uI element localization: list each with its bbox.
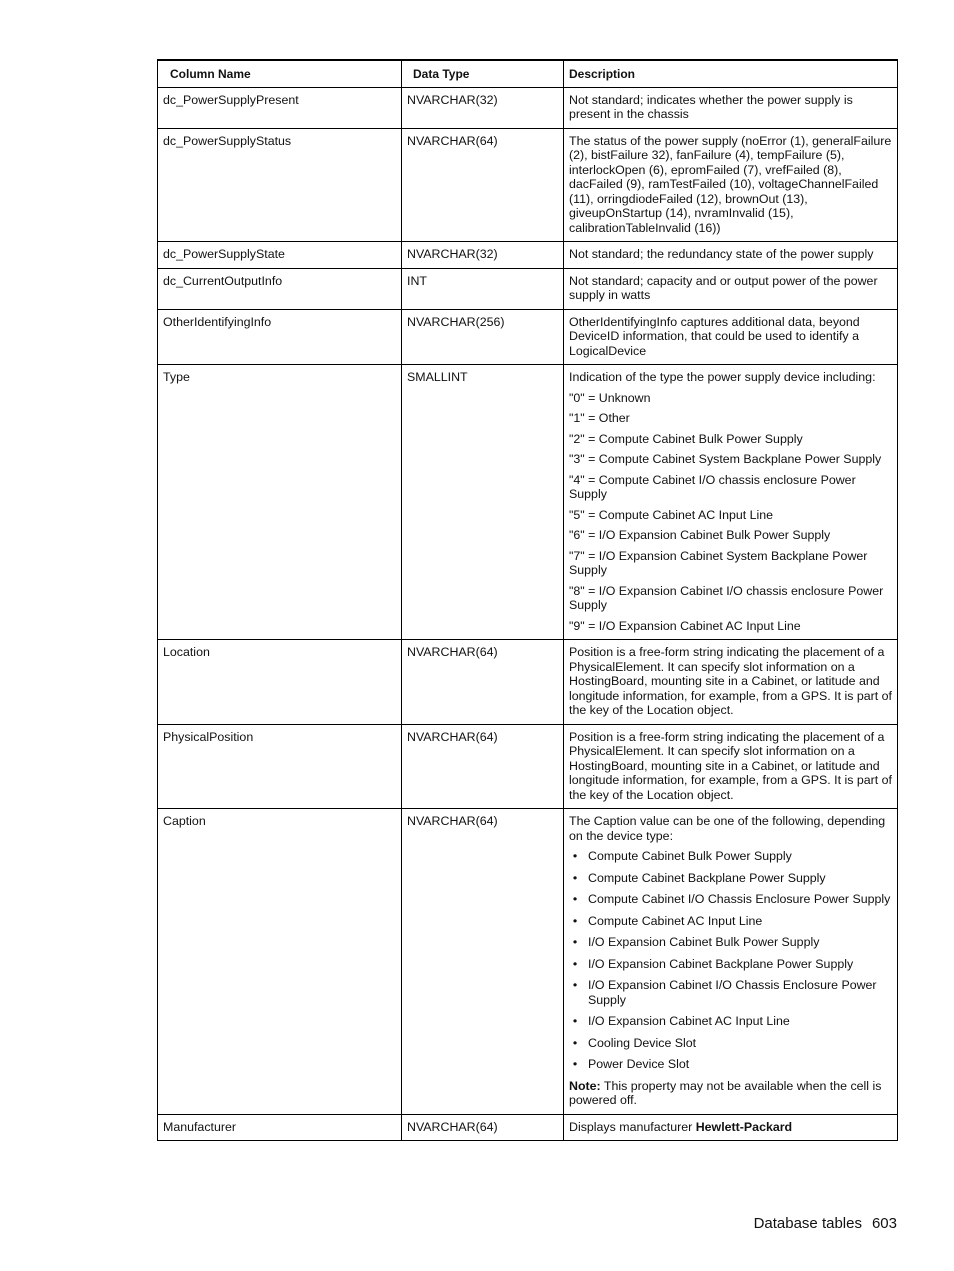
description-paragraph: "4" = Compute Cabinet I/O chassis enclosure Power Supply (569, 472, 856, 501)
cell-data-type: NVARCHAR(32) (402, 242, 564, 269)
bullet-item: • I/O Expansion Cabinet I/O Chassis Enclosure Power Supply (588, 978, 892, 1007)
cell-column-name: Manufacturer (158, 1114, 402, 1141)
cell-data-type: NVARCHAR(256) (402, 309, 564, 365)
cell-data-type: NVARCHAR(64) (402, 724, 564, 809)
cell-column-name: Caption (158, 809, 402, 1115)
cell-column-name: dc_PowerSupplyStatus (158, 128, 402, 242)
cell-column-name: PhysicalPosition (158, 724, 402, 809)
description-paragraph: "1" = Other (569, 411, 630, 425)
cell-data-type: SMALLINT (402, 365, 564, 640)
description-paragraph: The status of the power supply (noError (1), generalFailure (2), bistFailure 32), fanFailure (4), tempFailure (5), interlockOpen (6), epromFailed (7), vrefFailed (8), dacFailed (9), ramTestFailed (10), voltageChannelFailed (11), orringdiodeFailed (12), brownOut (13), giveupOnStartup (14), nvramInvalid (15), calibrationTableInvalid (16)) (569, 133, 892, 235)
description-paragraph: OtherIdentifyingInfo captures additional data, beyond DeviceID information, that could be used to identify a LogicalDevice (569, 314, 860, 358)
table-row (158, 724, 898, 809)
table-row (158, 268, 898, 309)
table-row (158, 365, 898, 640)
column-definition-table (157, 59, 898, 1141)
description-paragraph: Not standard; the redundancy state of the power supply (569, 247, 874, 261)
cell-data-type: NVARCHAR(32) (402, 87, 564, 128)
table-row (158, 1114, 898, 1141)
description-text: Displays manufacturer (569, 1119, 696, 1134)
description-paragraph: Position is a free-form string indicating the placement of a PhysicalElement. It can specify slot information on a HostingBoard, mounting site in a Cabinet, or latitude and longitude information, for example, from a GPS. It is part of the key of the Location object. (569, 729, 892, 802)
cell-column-name: OtherIdentifyingInfo (158, 309, 402, 365)
bullet-item: • I/O Expansion Cabinet AC Input Line (588, 1014, 892, 1029)
table-row (158, 809, 898, 1115)
description-bullet-list (569, 849, 892, 1072)
description-paragraph: "9" = I/O Expansion Cabinet AC Input Line (569, 618, 801, 633)
cell-column-name: dc_PowerSupplyPresent (158, 87, 402, 128)
cell-column-name: dc_CurrentOutputInfo (158, 268, 402, 309)
header-description: Description (564, 60, 898, 87)
bullet-item: • Cooling Device Slot (588, 1036, 892, 1051)
bullet-item: • I/O Expansion Cabinet Bulk Power Supply (588, 935, 892, 950)
page-footer (754, 1215, 897, 1232)
cell-column-name: dc_PowerSupplyState (158, 242, 402, 269)
description-paragraph: The Caption value can be one of the following, depending on the device type: (569, 814, 886, 843)
cell-data-type: NVARCHAR(64) (402, 640, 564, 725)
table-row (158, 87, 898, 128)
note-text: This property may not be available when the cell is powered off. (569, 1078, 882, 1107)
cell-data-type: NVARCHAR(64) (402, 809, 564, 1115)
description-paragraph: Indication of the type the power supply device including: (569, 370, 876, 384)
description-paragraph: Not standard; capacity and or output power of the power supply in watts (569, 273, 878, 302)
bullet-item: • I/O Expansion Cabinet Backplane Power Supply (588, 957, 892, 972)
bullet-item: • Power Device Slot (588, 1057, 892, 1072)
header-row (158, 60, 898, 87)
cell-data-type: NVARCHAR(64) (402, 1114, 564, 1141)
footer-section-title: Database tables (753, 1215, 862, 1232)
table-row (158, 309, 898, 365)
bullet-item: • Compute Cabinet I/O Chassis Enclosure Power Supply (588, 892, 892, 907)
table-row (158, 242, 898, 269)
cell-description (564, 87, 898, 128)
description-paragraph: "2" = Compute Cabinet Bulk Power Supply (569, 431, 803, 446)
page-number: 603 (871, 1215, 897, 1232)
description-paragraph: Not standard; indicates whether the power supply is present in the chassis (569, 92, 853, 121)
table-header (158, 60, 898, 87)
cell-description (564, 809, 898, 1115)
cell-description (564, 128, 898, 242)
cell-description (564, 1114, 898, 1141)
cell-description (564, 242, 898, 269)
bullet-item: • Compute Cabinet AC Input Line (588, 914, 892, 929)
description-paragraph: "8" = I/O Expansion Cabinet I/O chassis enclosure Power Supply (569, 583, 884, 612)
note-label: Note: (569, 1078, 601, 1093)
cell-description (564, 268, 898, 309)
description-paragraph: "7" = I/O Expansion Cabinet System Backplane Power Supply (569, 548, 868, 577)
description-paragraph: "5" = Compute Cabinet AC Input Line (569, 507, 774, 522)
manufacturer-name: Hewlett-Packard (695, 1119, 793, 1134)
bullet-item: • Compute Cabinet Bulk Power Supply (588, 849, 892, 864)
bullet-item: • Compute Cabinet Backplane Power Supply (588, 871, 892, 886)
header-data-type: Data Type (402, 60, 564, 87)
table-row (158, 128, 898, 242)
description-paragraph (569, 1120, 892, 1135)
cell-description (564, 309, 898, 365)
description-paragraph: "3" = Compute Cabinet System Backplane Power Supply (569, 452, 882, 466)
description-paragraph: Position is a free-form string indicating the placement of a PhysicalElement. It can specify slot information on a HostingBoard, mounting site in a Cabinet, or latitude and longitude information, for example, from a GPS. It is part of the key of the Location object. (569, 645, 892, 717)
cell-description (564, 724, 898, 809)
cell-data-type: NVARCHAR(64) (402, 128, 564, 242)
table-body (158, 87, 898, 1141)
cell-column-name: Type (158, 365, 402, 640)
cell-description (564, 640, 898, 725)
note-paragraph (569, 1079, 892, 1108)
header-column-name: Column Name (158, 60, 402, 87)
description-paragraph: "0" = Unknown (569, 390, 651, 405)
cell-data-type: INT (402, 268, 564, 309)
cell-column-name: Location (158, 640, 402, 725)
cell-description (564, 365, 898, 640)
description-paragraph: "6" = I/O Expansion Cabinet Bulk Power Supply (569, 528, 831, 542)
table-row (158, 640, 898, 725)
